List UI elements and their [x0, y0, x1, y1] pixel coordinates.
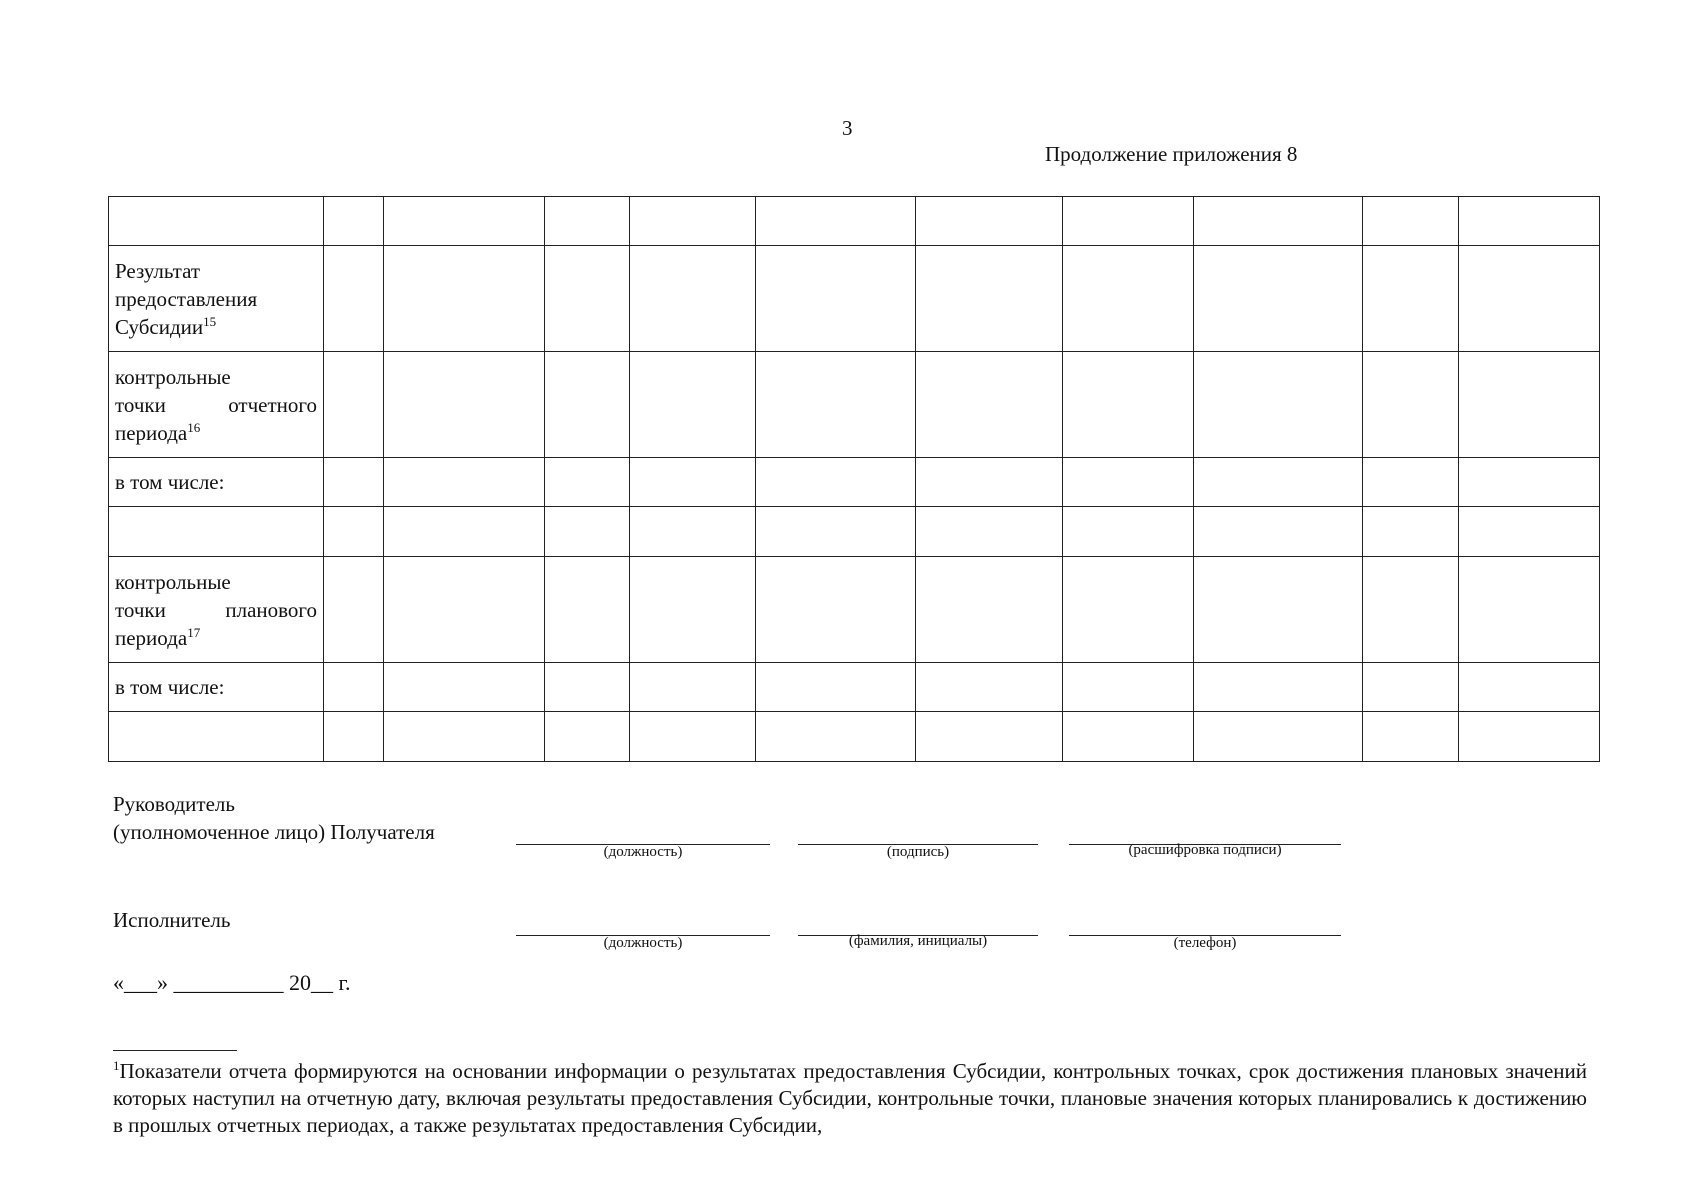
table-cell: [545, 458, 630, 507]
table-cell: [1459, 197, 1600, 246]
table-cell: [1459, 712, 1600, 762]
row-label-word: отчетного: [228, 392, 317, 417]
row-label-cell: [109, 197, 324, 246]
row-label-cell: [109, 663, 324, 712]
table-cell: [630, 246, 756, 352]
table-cell: [1459, 352, 1600, 458]
table-cell: [545, 507, 630, 557]
table-cell: [916, 246, 1063, 352]
table-cell: [1459, 458, 1600, 507]
table-cell: [324, 458, 384, 507]
row-label-text: в том числе:: [115, 675, 225, 699]
head-caption-decoding: (расшифровка подписи): [1128, 842, 1282, 858]
executor-label: Исполнитель: [113, 908, 231, 932]
footnote-ref: 16: [187, 419, 201, 435]
table-cell: [916, 507, 1063, 557]
table-row: [109, 712, 1600, 762]
table-cell: [384, 352, 545, 458]
table-cell: [1194, 663, 1363, 712]
table-cell: [1459, 663, 1600, 712]
table-cell: [916, 663, 1063, 712]
table-cell: [630, 197, 756, 246]
executor-caption-name: (фамилия, инициалы): [848, 933, 988, 949]
footnote-separator: [113, 1050, 237, 1051]
row-label-line: контрольные: [115, 364, 231, 389]
table-cell: [916, 458, 1063, 507]
row-label-line: [115, 391, 317, 419]
table-row: [109, 197, 1600, 246]
table-cell: [1063, 197, 1194, 246]
table-cell: [916, 352, 1063, 458]
table-cell: [384, 458, 545, 507]
row-label-text: в том числе:: [115, 470, 225, 494]
table-cell: [1063, 507, 1194, 557]
table-cell: [630, 663, 756, 712]
table-cell: [545, 197, 630, 246]
table-cell: [1363, 507, 1459, 557]
table-cell: [1459, 507, 1600, 557]
table-cell: [545, 246, 630, 352]
table-cell: [324, 507, 384, 557]
row-label-word: точки: [115, 597, 166, 622]
table-cell: [545, 663, 630, 712]
table-cell: [384, 663, 545, 712]
table-cell: [1194, 712, 1363, 762]
table-cell: [756, 557, 916, 663]
table-cell: [756, 458, 916, 507]
table-cell: [756, 712, 916, 762]
footnote-text: Показатели отчета формируются на основании информации о результатах предоставления Субсидии, контрольных точках, срок достижения плановых значений которых наступил на отчетную дату, включая результаты предоставления Субсидии, контрольные точки, плановые значения которых планировались к достижению в прошлых отчетных периодах, а также результатах предоставления Субсидии,: [113, 1059, 1587, 1137]
table-cell: [1459, 557, 1600, 663]
table-cell: [1194, 507, 1363, 557]
page-number: 3: [842, 116, 853, 140]
row-label-line: контрольные: [115, 569, 231, 594]
continuation-title: Продолжение приложения 8: [1045, 142, 1298, 166]
table-cell: [1194, 557, 1363, 663]
table-cell: [1194, 458, 1363, 507]
table-cell: [1363, 352, 1459, 458]
table-cell: [1363, 557, 1459, 663]
table-cell: [630, 507, 756, 557]
row-label-cell: [109, 712, 324, 762]
footnote-marker: 1: [113, 1058, 120, 1073]
table-cell: [324, 246, 384, 352]
executor-caption-position: (должность): [603, 935, 683, 951]
table-cell: [1194, 197, 1363, 246]
table-cell: [545, 557, 630, 663]
table-cell: [630, 712, 756, 762]
date-line: «___» __________ 20__ г.: [113, 970, 351, 995]
table-cell: [384, 507, 545, 557]
footnote: [113, 1052, 1587, 1139]
head-label-line2: (уполномоченное лицо) Получателя: [113, 820, 435, 844]
table-cell: [1063, 352, 1194, 458]
table-cell: [1194, 246, 1363, 352]
table-cell: [916, 712, 1063, 762]
table-cell: [1363, 197, 1459, 246]
table-row: [109, 557, 1600, 663]
row-label-cell: [109, 246, 324, 352]
table-cell: [756, 507, 916, 557]
table-cell: [1063, 246, 1194, 352]
table-cell: [384, 246, 545, 352]
table-cell: [1194, 352, 1363, 458]
table-cell: [630, 352, 756, 458]
table-cell: [384, 197, 545, 246]
table-cell: [916, 197, 1063, 246]
row-label-line: [115, 624, 317, 652]
table-cell: [545, 712, 630, 762]
head-caption-position: (должность): [603, 844, 683, 860]
row-label-text: Результат предоставления Субсидии: [115, 258, 258, 339]
table-cell: [630, 557, 756, 663]
table-cell: [1459, 246, 1600, 352]
row-label-cell: [109, 557, 324, 663]
head-label-line1: Руководитель: [113, 792, 235, 816]
row-label-word: периода: [115, 625, 188, 650]
row-label-word: точки: [115, 392, 166, 417]
footnote-ref: 17: [187, 624, 201, 640]
row-label-word: периода: [115, 420, 188, 445]
table-cell: [545, 352, 630, 458]
table-cell: [1063, 712, 1194, 762]
executor-caption-phone: (телефон): [1173, 935, 1237, 951]
table-row: [109, 507, 1600, 557]
report-table: [108, 196, 1600, 762]
table-cell: [1063, 458, 1194, 507]
row-label-line: [115, 596, 317, 624]
head-caption-signature: (подпись): [886, 844, 950, 860]
table-cell: [324, 197, 384, 246]
row-label-cell: [109, 352, 324, 458]
table-cell: [1363, 663, 1459, 712]
table-row: [109, 352, 1600, 458]
table-row: [109, 663, 1600, 712]
table-cell: [324, 712, 384, 762]
table-cell: [756, 246, 916, 352]
table-cell: [1363, 246, 1459, 352]
table-cell: [1063, 663, 1194, 712]
footnote-ref: 15: [203, 313, 217, 329]
table-cell: [916, 557, 1063, 663]
table-cell: [324, 557, 384, 663]
table-cell: [1063, 557, 1194, 663]
row-label-cell: [109, 507, 324, 557]
table-cell: [756, 352, 916, 458]
table-cell: [756, 197, 916, 246]
table-cell: [384, 712, 545, 762]
table-cell: [1363, 458, 1459, 507]
row-label-word: планового: [225, 597, 317, 622]
row-label-cell: [109, 458, 324, 507]
table-cell: [384, 557, 545, 663]
table-cell: [1363, 712, 1459, 762]
table-cell: [324, 352, 384, 458]
table-cell: [756, 663, 916, 712]
table-row: [109, 246, 1600, 352]
table-cell: [630, 458, 756, 507]
table-cell: [324, 663, 384, 712]
table-row: [109, 458, 1600, 507]
row-label-line: [115, 419, 317, 447]
